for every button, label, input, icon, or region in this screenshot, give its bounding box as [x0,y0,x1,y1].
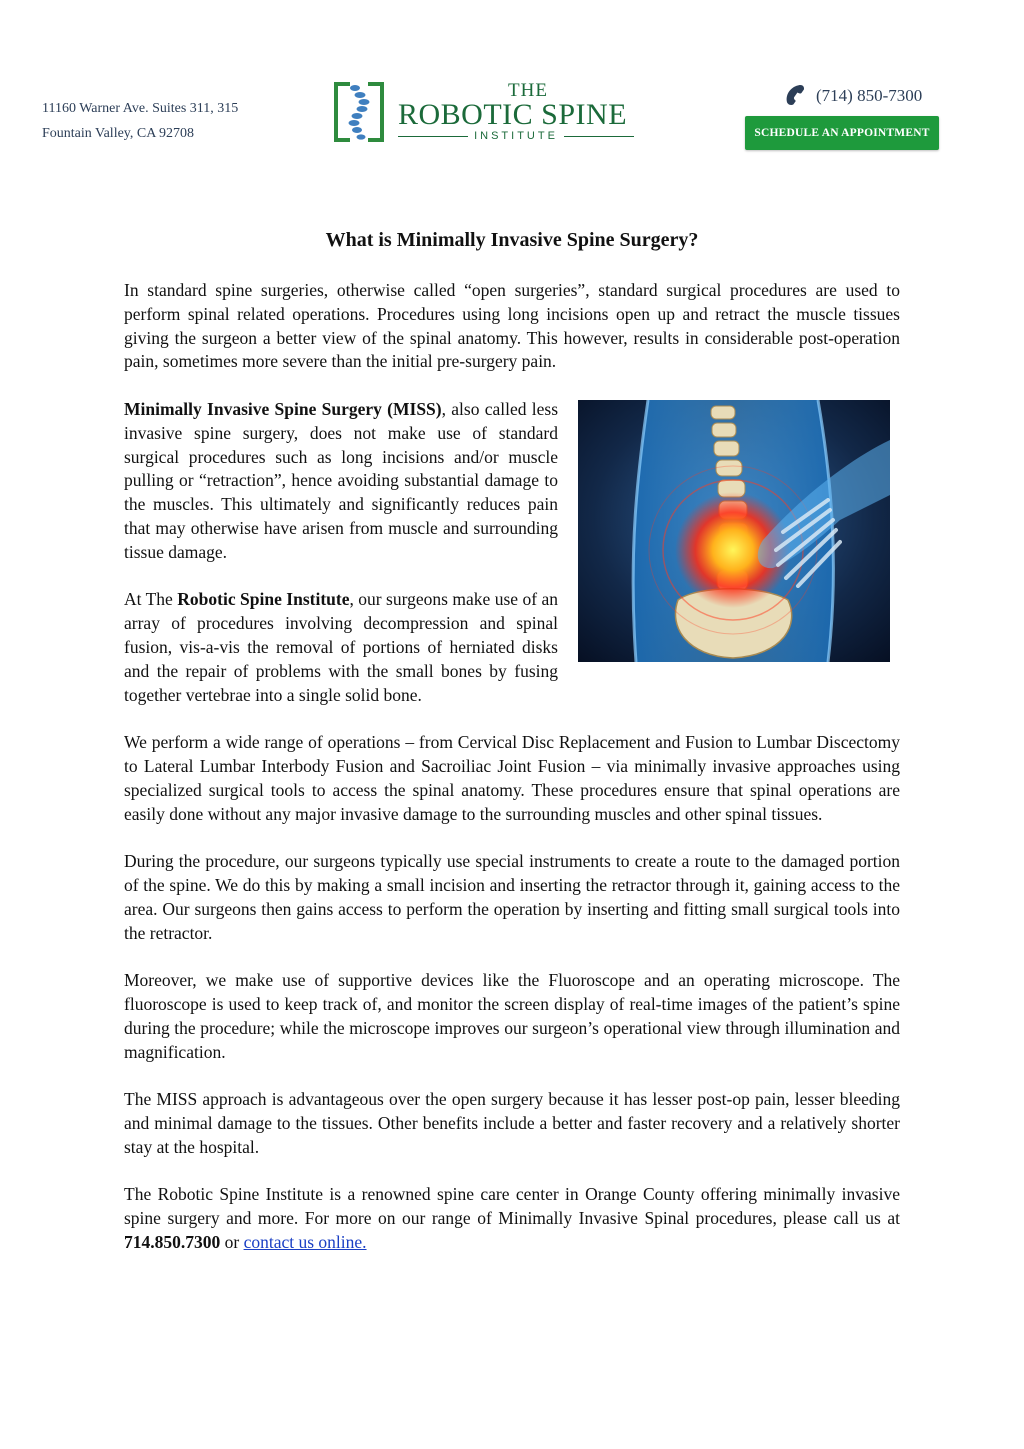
address-line-1: 11160 Warner Ave. Suites 311, 315 [42,101,239,116]
contact-phone[interactable]: 714.850.7300 [124,1231,221,1252]
logo-name: ROBOTIC SPINE [398,98,628,131]
spine-logo-icon [330,78,388,146]
schedule-appointment-button[interactable]: SCHEDULE AN APPOINTMENT [745,116,939,150]
miss-abbreviation: (MISS) [387,398,442,419]
paragraph-4: We perform a wide range of operations – from Cervical Disc Replacement and Fusion to Lumbar Discectomy to Lateral Lumbar Interbody Fusion and Sacroiliac Joint Fusion – via minimally invasive approaches using specialized surgical tools to access the spinal anatomy. These procedures ensure that spinal operations are easily done without any major invasive damage to the surrounding muscles and other spinal tissues. [124,732,900,824]
logo-sub-text: INSTITUTE [474,130,558,142]
contact-us-link[interactable]: contact us online. [243,1231,367,1252]
paragraph-8: The Robotic Spine Institute is a renowned spine care center in Orange County offering minimally invasive spine surgery and more. For more on our range of Minimally Invasive Spinal procedures, please call us at 714.850.7300 or contact us online. [124,1184,900,1252]
spine-pain-illustration [578,400,890,662]
paragraph-5: During the procedure, our surgeons typically use special instruments to create a route to the damaged portion of the spine. We do this by making a small incision and inserting the retractor through it, gaining access to the area. Our surgeons then gains access to perform the operation by inserting and fitting small surgical tools into the retractor. [124,851,900,943]
phone-icon [782,83,808,109]
paragraph-6: Moreover, we make use of supportive devices like the Fluoroscope and an operating microscope. The fluoroscope is used to keep track of, and monitor the screen display of real-time images of the patient’s spine during the procedure; while the microscope improves our surgeon’s operational view through illumination and magnification. [124,970,900,1062]
paragraph-1: In standard spine surgeries, otherwise called “open surgeries”, standard surgical procedures are used to perform spinal related operations. Procedures using long incisions open up and retract the muscle tissues giving the surgeon a better view of the spinal anatomy. This however, results in considerable post-operation pain, sometimes more severe than the initial pre-surgery pain. [124,280,900,372]
lower-back-pain-illustration-icon [578,400,890,662]
address-line-2: Fountain Valley, CA 92708 [42,126,195,141]
phone-contact[interactable] [782,82,922,110]
address [42,96,238,146]
paragraph-7: The MISS approach is advantageous over the open surgery because it has lesser post-op pain, lesser bleeding and minimal damage to the tissues. Other benefits include a better and faster recovery and a relatively shorter stay at the hospital. [124,1089,900,1157]
institute-name: Robotic Spine Institute [177,589,350,610]
miss-term: Minimally Invasive Spine Surgery [124,398,382,419]
logo[interactable] [330,78,640,153]
page-title: What is Minimally Invasive Spine Surgery? [325,229,699,251]
article-body [124,279,900,1278]
phone-number[interactable]: (714) 850-7300 [816,86,923,105]
logo-subtitle [398,130,634,142]
paragraph-2: Minimally Invasive Spine Surgery (MISS), also called less invasive spine surgery, does not make use of standard surgical procedures such as long incisions and/or muscle pulling or “retraction”, hence avoiding substantial damage to the muscles. This ultimately and significantly reduces pain that may otherwise have arisen from muscle and surrounding tissue damage. [124,398,559,562]
paragraph-3: At The Robotic Spine Institute, our surgeons make use of an array of procedures involving decompression and spinal fusion, vis-a-vis the removal of portions of herniated disks and the repair of problems with the small bones by fusing together vertebrae into a single solid bone. [124,589,558,705]
logo-the: THE [508,80,548,101]
